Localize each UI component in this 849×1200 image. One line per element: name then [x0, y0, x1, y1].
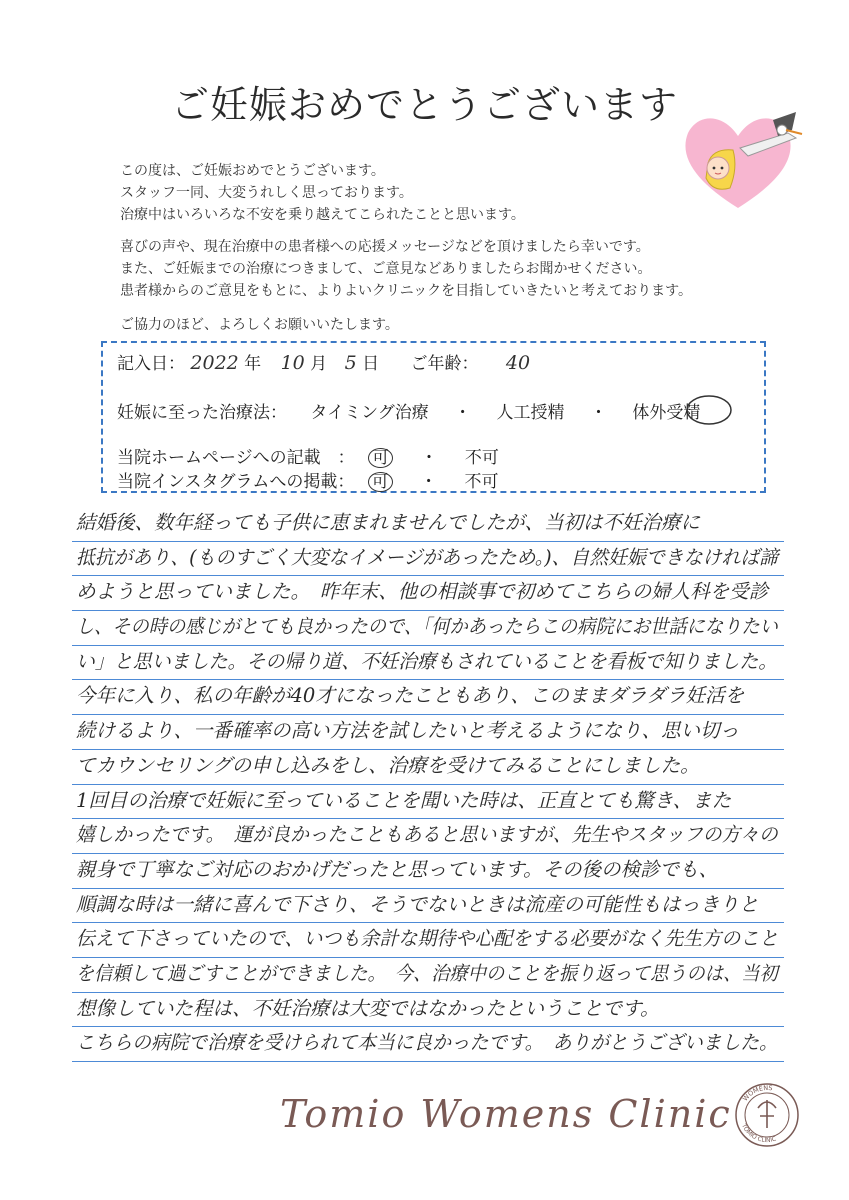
age-label: ご年齢： [410, 354, 479, 374]
month-unit: 月 [310, 354, 328, 374]
homepage-label: 当院ホームページへの記載 ： [117, 448, 355, 468]
message-line [72, 993, 784, 1028]
handwritten-message [72, 507, 784, 1062]
message-line [72, 576, 784, 611]
seal-top-text: WOMENS [741, 1083, 773, 1103]
intro-paragraph-3 [120, 314, 399, 336]
page-title: ご妊娠おめでとうございます [170, 83, 678, 127]
survey-form-box [101, 341, 766, 493]
intro-line: 治療中はいろいろな不安を乗り越えてこられたことと思います。 [120, 207, 525, 223]
date-month-value: 10 [280, 352, 305, 374]
message-line [72, 958, 784, 993]
message-text: 今年に入り、私の年齢が40才になったこともあり、このままダラダラ妊活を [76, 684, 745, 708]
message-line [72, 854, 784, 889]
homepage-permission-row [117, 443, 499, 468]
intro-line: この度は、ご妊娠おめでとうございます。 [120, 163, 385, 179]
intro-paragraph-2 [120, 236, 692, 302]
instagram-permission-row [117, 467, 499, 492]
message-text: 1回目の治療で妊娠に至っていることを聞いた時は、正直とても驚き、また [76, 788, 732, 812]
message-text: こちらの病院で治療を受けられて本当に良かったです。 ありがとうございました。 [75, 1031, 778, 1055]
clinic-signature: Tomio Womens Clinic [280, 1092, 732, 1136]
selected-treatment-circle-icon [684, 393, 734, 427]
message-text: を信頼して過ごすことができました。 今、治療中のことを振り返って思うのは、当初 [75, 961, 778, 985]
intro-paragraph-1 [120, 160, 525, 226]
message-line [72, 889, 784, 924]
homepage-yes-option: 可 [368, 448, 393, 468]
message-text: めようと思っていました。 昨年末、他の相談事で初めてこちらの婦人科を受診 [76, 580, 769, 604]
date-label: 記入日： [117, 354, 185, 374]
message-line [72, 507, 784, 542]
intro-line: 喜びの声や、現在治療中の患者様への応援メッセージなどを頂けましたら幸いです。 [120, 239, 650, 255]
message-text: てカウンセリングの申し込みをし、治療を受けてみることにしました。 [76, 753, 700, 777]
message-text: 想像していた程は、不妊治療は大変ではなかったということです。 [76, 996, 660, 1020]
message-text: い」と思いました。その帰り道、不妊治療もされていることを看板で知りました。 [75, 649, 778, 673]
separator: ・ [454, 403, 472, 423]
intro-line: スタッフ一同、大変うれしく思っております。 [120, 185, 413, 201]
treatment-option-timing: タイミング治療 [310, 403, 429, 423]
message-text: 伝えて下さっていたので、いつも余計な期待や心配をする必要がなく先生方のこと [75, 927, 779, 951]
homepage-no-option: 不可 [464, 448, 499, 468]
message-line [72, 646, 784, 681]
treatment-option-iui: 人工授精 [496, 403, 565, 423]
message-text: 親身で丁寧なご対応のおかげだったと思っています。その後の検診でも、 [76, 857, 718, 881]
message-line [72, 923, 784, 958]
stork-baby-heart-icon [678, 108, 803, 218]
message-text: 嬉しかったです。 運が良かったこともあると思いますが、先生やスタッフの方々の [75, 823, 778, 847]
instagram-yes-option: 可 [368, 472, 393, 492]
seal-bottom-text: TOMIO CLINIC [740, 1122, 778, 1145]
instagram-no-option: 不可 [464, 472, 499, 492]
treatment-option-ivf: 体外受精 [632, 403, 701, 423]
age-value: 40 [505, 352, 531, 374]
message-line [72, 542, 784, 577]
message-line [72, 680, 784, 715]
separator: ・ [420, 448, 438, 468]
intro-line: 患者様からのご意見をもとに、よりよいクリニックを目指していきたいと考えております。 [120, 283, 693, 299]
clinic-seal-icon [734, 1082, 800, 1148]
message-text: 結婚後、数年経っても子供に恵まれませんでしたが、当初は不妊治療に [76, 511, 701, 534]
treatment-row [117, 398, 700, 423]
message-text: し、その時の感じがとても良かったので、「何かあったらこの病院にお世話になりたい [75, 615, 778, 639]
day-unit: 日 [362, 354, 380, 374]
intro-line: ご協力のほど、よろしくお願いいたします。 [120, 317, 399, 333]
message-text: 抵抗があり、(ものすごく大変なイメージがあったため。)、自然妊娠できなければ諦 [75, 545, 779, 569]
message-line [72, 785, 784, 820]
message-line [72, 715, 784, 750]
message-line [72, 750, 784, 785]
intro-line: また、ご妊娠までの治療につきまして、ご意見などありましたらお聞かせください。 [120, 261, 652, 277]
date-age-row [117, 349, 530, 374]
instagram-label: 当院インスタグラムへの掲載： [117, 472, 355, 492]
message-line [72, 611, 784, 646]
message-line [72, 819, 784, 854]
treatment-label: 妊娠に至った治療法： [117, 403, 287, 423]
year-unit: 年 [244, 354, 262, 374]
separator: ・ [589, 403, 607, 423]
date-day-value: 5 [344, 352, 357, 374]
message-text: 順調な時は一緒に喜んで下さり、そうでないときは流産の可能性もはっきりと [76, 892, 759, 916]
message-text: 続けるより、一番確率の高い方法を試したいと考えるようになり、思い切っ [76, 719, 740, 743]
message-line [72, 1027, 784, 1062]
date-year-value: 2022 [190, 352, 239, 374]
separator: ・ [420, 472, 438, 492]
